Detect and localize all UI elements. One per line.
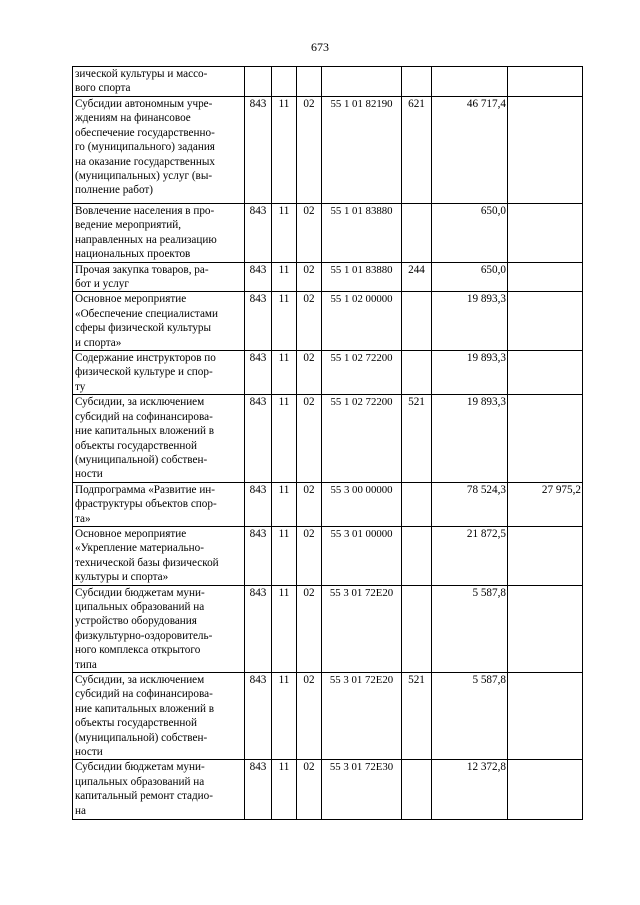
name-line: Вовлечение населения в про-: [75, 205, 215, 217]
name-line: на оказание государственных: [75, 155, 215, 168]
cell-pr: 02: [297, 395, 322, 482]
cell-pr: 02: [297, 482, 322, 526]
name-line: Прочая закупка товаров, ра-: [75, 263, 209, 276]
name-line: направленных на реализацию: [75, 233, 217, 246]
cell-sum2: [508, 526, 583, 585]
cell-sum1: 650,0: [432, 262, 508, 292]
cell-ved: 843: [245, 482, 272, 526]
cell-pr: 02: [297, 351, 322, 395]
name-line: Субсидии бюджетам муни-: [75, 761, 205, 774]
name-line: Основное мероприятие: [75, 527, 187, 540]
cell-name: [73, 673, 245, 760]
cell-csr: 55 3 01 72E20: [322, 585, 402, 672]
table-row: [73, 351, 583, 395]
cell-name: [73, 526, 245, 585]
cell-sum1: 19 893,3: [432, 292, 508, 351]
cell-vr: [402, 351, 432, 395]
cell-ved: 843: [245, 526, 272, 585]
name-line: физкультурно-оздоровитель-: [75, 629, 213, 642]
cell-pr: 02: [297, 204, 322, 263]
cell-vr: [402, 482, 432, 526]
cell-name: [73, 204, 245, 263]
name-line: бот и услуг: [75, 278, 129, 291]
cell-rz: 11: [272, 262, 297, 292]
budget-table: [72, 66, 583, 820]
cell-csr: [322, 67, 402, 97]
cell-pr: 02: [297, 97, 322, 204]
cell-sum2: [508, 262, 583, 292]
name-line: (муниципальных) услуг (вы-: [75, 170, 213, 183]
cell-vr: [402, 526, 432, 585]
cell-sum2: [508, 292, 583, 351]
cell-sum1: 78 524,3: [432, 482, 508, 526]
cell-name: [73, 482, 245, 526]
cell-csr: 55 1 02 72200: [322, 395, 402, 482]
cell-pr: 02: [297, 673, 322, 760]
name-line: та»: [75, 512, 91, 525]
cell-ved: 843: [245, 262, 272, 292]
cell-csr: 55 1 02 72200: [322, 351, 402, 395]
cell-rz: [272, 67, 297, 97]
cell-ved: 843: [245, 673, 272, 760]
cell-sum1: 46 717,4: [432, 97, 508, 204]
cell-sum2: [508, 395, 583, 482]
name-line: фраструктуры объектов спор-: [75, 498, 217, 511]
cell-name: [73, 351, 245, 395]
cell-vr: 621: [402, 97, 432, 204]
cell-sum1: 5 587,8: [432, 673, 508, 760]
cell-csr: 55 1 02 00000: [322, 292, 402, 351]
name-line: го (муниципального) задания: [75, 141, 215, 154]
cell-rz: 11: [272, 482, 297, 526]
cell-csr: 55 3 01 00000: [322, 526, 402, 585]
name-line: (муниципальной) собствен-: [75, 731, 208, 744]
name-line: и спорта»: [75, 336, 122, 349]
table-row: [73, 395, 583, 482]
name-line: ципальных образований на: [75, 600, 205, 613]
cell-vr: [402, 760, 432, 820]
cell-vr: 521: [402, 395, 432, 482]
cell-name: [73, 760, 245, 820]
name-line: Субсидии автономным учре-: [75, 98, 213, 110]
name-line: на: [75, 804, 86, 817]
cell-sum1: [432, 67, 508, 97]
cell-rz: 11: [272, 204, 297, 263]
cell-ved: 843: [245, 204, 272, 263]
cell-name: [73, 262, 245, 292]
name-line: субсидий на софинансирова-: [75, 410, 213, 423]
name-line: Подпрограмма «Развитие ин-: [75, 483, 216, 496]
cell-name: [73, 292, 245, 351]
table-row: [73, 97, 583, 204]
name-line: ности: [75, 468, 103, 481]
cell-rz: 11: [272, 585, 297, 672]
cell-csr: 55 3 00 00000: [322, 482, 402, 526]
cell-csr: 55 3 01 72E30: [322, 760, 402, 820]
name-line: (муниципальной) собствен-: [75, 453, 208, 466]
name-line: капитальный ремонт стадио-: [75, 790, 213, 803]
cell-sum2: [508, 351, 583, 395]
cell-sum2: [508, 204, 583, 263]
table-row: [73, 526, 583, 585]
name-line: полнение работ): [75, 184, 154, 197]
cell-ved: 843: [245, 585, 272, 672]
cell-sum1: 650,0: [432, 204, 508, 263]
cell-pr: 02: [297, 760, 322, 820]
table-row: [73, 67, 583, 97]
cell-ved: 843: [245, 395, 272, 482]
name-line: культуры и спорта»: [75, 571, 169, 584]
cell-vr: 521: [402, 673, 432, 760]
cell-sum2: 27 975,2: [508, 482, 583, 526]
name-line: Субсидии, за исключением: [75, 674, 205, 686]
name-line: сферы физической культуры: [75, 322, 212, 335]
name-line: Основное мероприятие: [75, 293, 187, 306]
cell-pr: 02: [297, 262, 322, 292]
cell-sum2: [508, 585, 583, 672]
cell-pr: 02: [297, 526, 322, 585]
name-line: ности: [75, 746, 103, 759]
cell-ved: 843: [245, 292, 272, 351]
name-line: ципальных образований на: [75, 775, 205, 788]
cell-sum2: [508, 673, 583, 760]
table-row: [73, 204, 583, 263]
name-line: Субсидии, за исключением: [75, 396, 205, 409]
cell-sum1: 12 372,8: [432, 760, 508, 820]
name-line: устройство оборудования: [75, 615, 197, 628]
cell-rz: 11: [272, 526, 297, 585]
table-row: [73, 585, 583, 672]
cell-ved: 843: [245, 97, 272, 204]
cell-sum2: [508, 97, 583, 204]
cell-rz: 11: [272, 351, 297, 395]
cell-rz: 11: [272, 673, 297, 760]
name-line: ведение мероприятий,: [75, 219, 182, 232]
cell-vr: [402, 67, 432, 97]
name-line: ние капитальных вложений в: [75, 425, 215, 438]
name-line: вого спорта: [75, 82, 131, 95]
cell-rz: 11: [272, 760, 297, 820]
name-line: Содержание инструкторов по: [75, 352, 216, 365]
cell-ved: 843: [245, 760, 272, 820]
name-line: объекты государственной: [75, 439, 197, 452]
table-row: [73, 292, 583, 351]
cell-vr: [402, 585, 432, 672]
cell-csr: 55 3 01 72E20: [322, 673, 402, 760]
cell-sum2: [508, 67, 583, 97]
cell-pr: 02: [297, 292, 322, 351]
name-line: технической базы физической: [75, 556, 219, 569]
cell-rz: 11: [272, 97, 297, 204]
name-line: типа: [75, 658, 97, 671]
cell-ved: [245, 67, 272, 97]
cell-name: [73, 585, 245, 672]
table-row: [73, 482, 583, 526]
name-line: обеспечение государственно-: [75, 126, 215, 139]
cell-sum1: 19 893,3: [432, 351, 508, 395]
name-line: национальных проектов: [75, 248, 191, 261]
table-row: [73, 673, 583, 760]
cell-sum1: 21 872,5: [432, 526, 508, 585]
name-line: физической культуре и спор-: [75, 366, 213, 379]
name-line: ние капитальных вложений в: [75, 702, 215, 715]
cell-vr: [402, 292, 432, 351]
cell-vr: 244: [402, 262, 432, 292]
cell-name: [73, 97, 245, 204]
table-row: [73, 760, 583, 820]
name-line: субсидий на софинансирова-: [75, 688, 213, 701]
cell-sum1: 19 893,3: [432, 395, 508, 482]
cell-rz: 11: [272, 395, 297, 482]
name-line: Субсидии бюджетам муни-: [75, 586, 205, 599]
name-line: «Обеспечение специалистами: [75, 307, 218, 320]
cell-sum1: 5 587,8: [432, 585, 508, 672]
cell-vr: [402, 204, 432, 263]
name-line: «Укрепление материально-: [75, 542, 204, 555]
cell-rz: 11: [272, 292, 297, 351]
table-row: [73, 262, 583, 292]
name-line: ного комплекса открытого: [75, 644, 201, 657]
cell-pr: 02: [297, 585, 322, 672]
cell-name: [73, 395, 245, 482]
cell-csr: 55 1 01 83880: [322, 204, 402, 263]
name-line: ждениям на финансовое: [75, 112, 191, 125]
cell-csr: 55 1 01 83880: [322, 262, 402, 292]
page-number: 673: [311, 40, 329, 54]
name-line: ту: [75, 380, 86, 393]
name-line: объекты государственной: [75, 717, 197, 730]
cell-sum2: [508, 760, 583, 820]
cell-name: [73, 67, 245, 97]
cell-ved: 843: [245, 351, 272, 395]
name-line: зической культуры и массо-: [75, 68, 208, 80]
cell-pr: [297, 67, 322, 97]
cell-csr: 55 1 01 82190: [322, 97, 402, 204]
